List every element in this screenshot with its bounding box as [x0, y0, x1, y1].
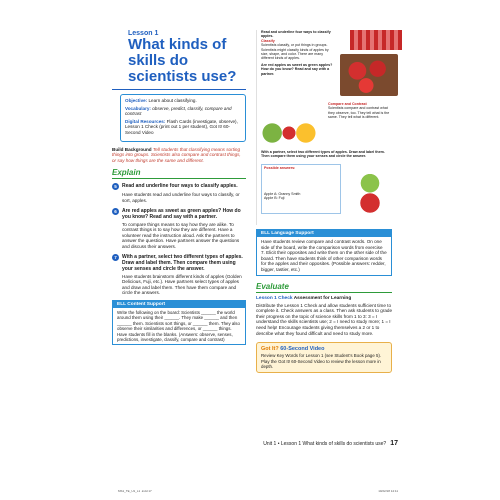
sp-classify-text: Scientists classify, or put things in groups. Scientists might classify kinds of apples by size, shape, and color. There are many different kinds of apples. — [261, 43, 329, 61]
step-question-6: Are red apples as sweet as green apples? How do you know? Read and say with a partner. — [122, 207, 241, 220]
got-it-heading — [261, 346, 387, 352]
step-question-7: With a partner, select two different types of apples. Draw and label them. Then compare them using your senses and circle the answer. — [122, 253, 243, 272]
apple-row-image — [261, 118, 317, 148]
explain-heading: Explain — [112, 168, 246, 179]
sp-step-7: With a partner, select two different types of apples. Draw and label them. Then compare them using your senses and circle the answer. — [261, 150, 385, 159]
sp-apple-a: Apple A: Granny Smith — [264, 192, 301, 196]
step-number-6: 6 — [112, 208, 119, 215]
sp-step-5-text: Read and underline four ways to classify apples. — [261, 30, 331, 39]
assessment-label: Assessment for Learning — [293, 295, 352, 301]
evaluate-body: Distribute the Lesson 1 Check and allow students sufficient time to complete it. Check answers as a class. Then ask students to grade their progress on the topic of science skills from 1 to 3: 3 = I understand the skills scientists use; 2 = I need to study more; 1 = I need help! Encourage students giving themselves a 2 or 1 to describe what they found difficult and need to study more. — [256, 302, 393, 336]
got-it-label: Got It? — [261, 346, 279, 353]
sp-possible-label: Possible answers: — [264, 166, 296, 170]
build-label: Build Background — [112, 146, 152, 152]
lesson-check-label: Lesson 1 Check — [256, 295, 293, 301]
resources-value: Flash Cards (investigate, observe), Lesson 1 Check (print out 1 per student), Got It! 60-Second Video — [125, 118, 238, 135]
resources-key: Digital Resources: — [125, 118, 166, 124]
sp-compare-box — [328, 102, 392, 120]
lesson-label: Lesson 1 — [128, 30, 159, 37]
ell-language-heading: ELL Language Support — [257, 230, 391, 237]
page-number: 17 — [390, 440, 398, 447]
step-body-6: To compare things means to say how they are alike. To contrast things is to say how they are different. Have a volunteer read the instruction aloud. Ask the partners to answer the question. Have partners answer the questions and discuss their answers. — [122, 221, 240, 249]
evaluate-subheading — [256, 296, 392, 301]
student-page-thumbnail — [256, 30, 392, 225]
step-body-5: Have students read and underline four ways to classify, or sort, apples. — [122, 192, 240, 203]
step-5 — [112, 183, 246, 203]
step-number-5: 5 — [112, 183, 119, 190]
slug-right: 10/22/18 14:11 — [378, 489, 398, 493]
page-title: What kinds of skills do scientists use? — [128, 36, 237, 85]
lesson-info-box — [120, 94, 246, 142]
step-number-7: 7 — [112, 254, 119, 261]
left-column — [112, 30, 246, 345]
vocabulary-value: observe, predict, classify, compare and contrast — [125, 105, 232, 117]
sp-possible-answers — [261, 164, 341, 214]
title-divider — [112, 89, 246, 90]
sp-compare-text: Scientists compare and contrast what they observe, too. They tell what is the same. They tell what is different. — [328, 106, 390, 120]
objective-value: Learn about classifying. — [148, 98, 197, 103]
apples-photo — [340, 54, 398, 96]
video-label: 60-Second Video — [280, 346, 325, 353]
ell-language-body: Have students review compare and contrast words. On one side of the board, write the comparison words from exercise 7. Elicit their opposites and write them on the other side of the board. Then have students think of other comparison words for the apples and their opposites. (Possible answers: redder, bigger, tastier, etc.) — [261, 239, 387, 272]
right-column — [256, 30, 392, 373]
sp-step-6: Are red apples as sweet as green apples? How do you know? Read and say with a partner. — [261, 62, 333, 76]
ell-language-support — [256, 229, 392, 276]
build-background — [112, 147, 246, 164]
ell-content-support — [112, 300, 246, 345]
step-question-5: Read and underline four ways to classify apples. — [122, 183, 238, 190]
sp-step-5 — [261, 30, 336, 39]
ell-content-heading: ELL Content Support — [113, 301, 245, 308]
slug-left: MS1_TE_U1_L1 .indd 17 — [118, 489, 152, 493]
step-body-7: Have students brainstorm different kinds of apples (Golden Delicious, Fuji, etc.). Have partners select types of apples and draw and label them. Then have them compare and circle the answers. — [122, 273, 242, 296]
green-red-apples-image — [348, 170, 392, 214]
print-slug — [118, 489, 398, 493]
got-it-body: Review Key Words for Lesson 1 (see Student's Book page 5). Play the Got It! 60-Second Video to review the lesson more in depth. — [261, 353, 382, 369]
evaluate-heading: Evaluate — [256, 282, 392, 293]
student-page-tab — [350, 30, 402, 50]
sp-compare-label: Compare and Contrast — [328, 102, 367, 106]
build-text: Tell students that classifying means sorting things into groups. Scientists also compare and contrast things, or say how things are the same and different. — [112, 146, 241, 163]
sp-classify-label: Classify — [261, 38, 275, 43]
page-footer — [260, 440, 398, 447]
got-it-video-box — [256, 342, 392, 373]
step-6 — [112, 208, 246, 250]
step-7 — [112, 254, 246, 296]
sp-apple-b: Apple B: Fuji — [264, 196, 285, 200]
objective-key: Objective: — [125, 98, 148, 103]
vocabulary-key: Vocabulary: — [125, 105, 151, 111]
ell-content-body: Write the following on the board: Scientists ______ the world around them using their ______. They make ______ and then ______ them. Scientists sort things, or ______ them. They also observe their similarities and differences, or ______ things. Have students fill in the blanks. (Answers: observe, senses, predictions, investigate, classify, compare and contrast) — [117, 309, 240, 342]
footer-text: Unit 1 • Lesson 1 What kinds of skills do scientists use? — [263, 441, 387, 447]
